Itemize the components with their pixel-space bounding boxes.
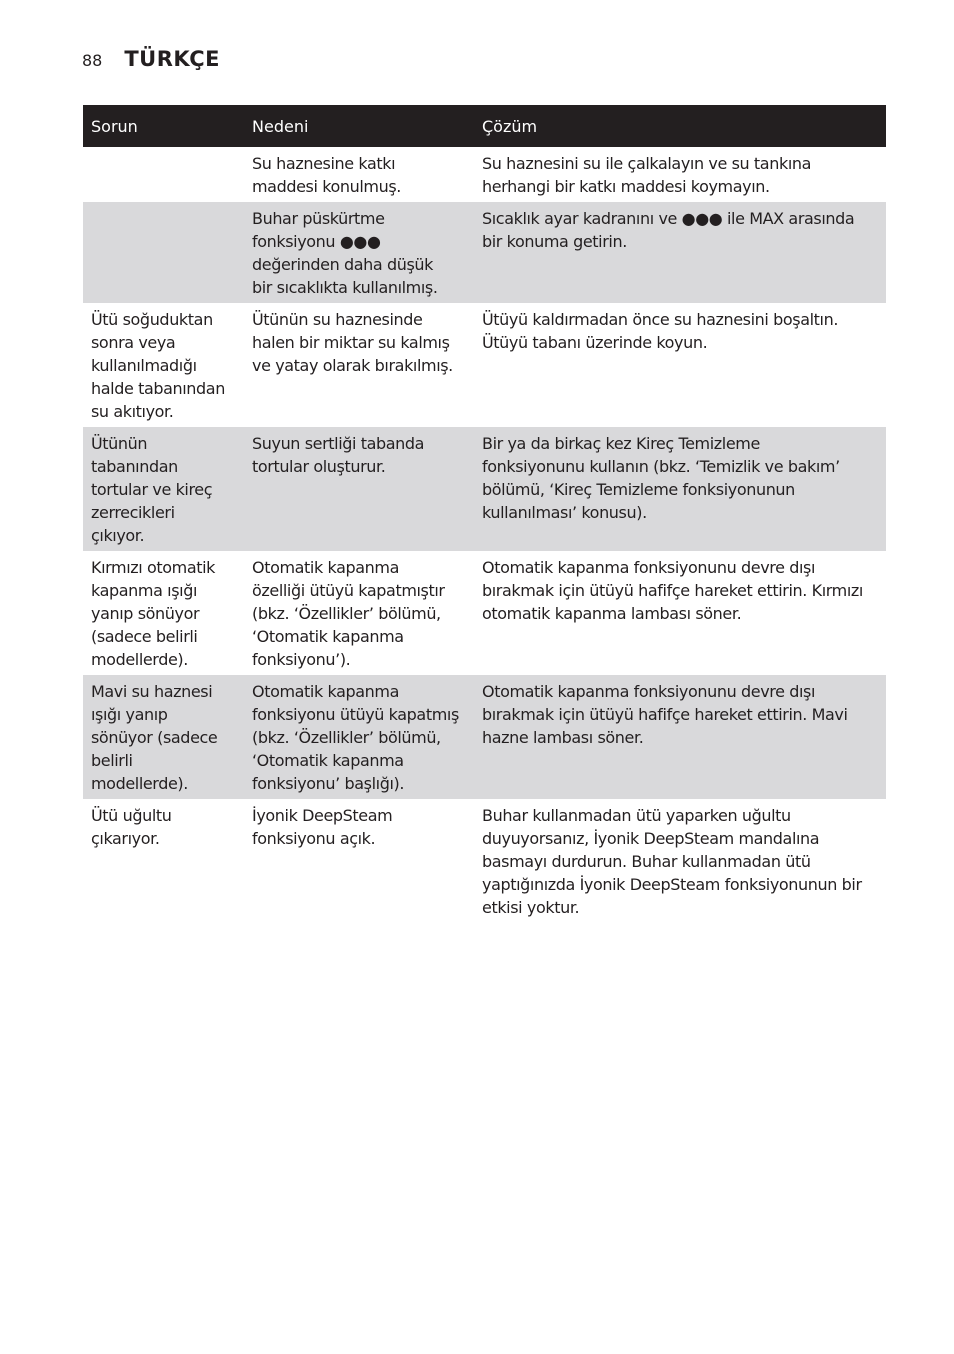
cause-text: Otomatik kapanma fonksiyonu ütüyü kapatmış (bkz. ‘Özellikler’ bölümü, ‘Otomatik kapanma fonksiyonu’ başlığı).	[252, 682, 459, 793]
solution-cell	[474, 675, 886, 799]
cause-cell	[244, 675, 474, 799]
page-header	[82, 47, 220, 71]
solution-cell	[474, 303, 886, 427]
table-row	[83, 303, 886, 427]
problem-cell	[83, 427, 244, 551]
solution-cell	[474, 799, 886, 923]
cause-cell	[244, 303, 474, 427]
cause-cell	[244, 147, 474, 202]
solution-cell	[474, 551, 886, 675]
solution-text: Otomatik kapanma fonksiyonunu devre dışı bırakmak için ütüyü hafifçe hareket ettirin. Kırmızı otomatik kapanma lambası söner.	[482, 558, 863, 623]
column-header-solution: Çözüm	[474, 105, 886, 147]
problem-text: Ütü soğuduktan sonra veya kullanılmadığı halde tabanından su akıtıyor.	[91, 310, 225, 421]
solution-cell	[474, 427, 886, 551]
cause-text: Otomatik kapanma özelliği ütüyü kapatmıştır (bkz. ‘Özellikler’ bölümü, ‘Otomatik kapanma fonksiyonu’).	[252, 558, 445, 669]
troubleshooting-table	[83, 105, 886, 923]
page-number: 88	[82, 51, 103, 70]
cause-text: Su haznesine katkı maddesi konulmuş.	[252, 154, 401, 196]
cause-text: İyonik DeepSteam fonksiyonu açık.	[252, 806, 393, 848]
cause-cell	[244, 427, 474, 551]
cause-text: Buhar püskürtme fonksiyonu ●●● değerinden daha düşük bir sıcaklıkta kullanılmış.	[252, 209, 438, 297]
cause-cell	[244, 202, 474, 303]
solution-text: Sıcaklık ayar kadranını ve ●●● ile MAX arasında bir konuma getirin.	[482, 209, 855, 251]
solution-text: Bir ya da birkaç kez Kireç Temizleme fonksiyonunu kullanın (bkz. ‘Temizlik ve bakım’ bölümü, ‘Kireç Temizleme fonksiyonunun kullanılması’ konusu).	[482, 434, 840, 522]
solution-text: Otomatik kapanma fonksiyonunu devre dışı bırakmak için ütüyü hafifçe hareket ettirin. Mavi hazne lambası söner.	[482, 682, 848, 747]
problem-text: Ütü uğultu çıkarıyor.	[91, 806, 172, 848]
column-header-problem: Sorun	[83, 105, 244, 147]
problem-cell	[83, 799, 244, 923]
problem-cell	[83, 303, 244, 427]
cause-text: Suyun sertliği tabanda tortular oluşturur.	[252, 434, 425, 476]
problem-text: Ütünün tabanından tortular ve kireç zerrecikleri çıkıyor.	[91, 434, 213, 545]
section-title: TÜRKÇE	[124, 47, 220, 71]
solution-cell	[474, 147, 886, 202]
solution-text: Ütüyü kaldırmadan önce su haznesini boşaltın. Ütüyü tabanı üzerinde koyun.	[482, 310, 839, 352]
solution-text: Buhar kullanmadan ütü yaparken uğultu duyuyorsanız, İyonik DeepSteam mandalına basmayı durdurun. Buhar kullanmadan ütü yaptığınızda İyonik DeepSteam fonksiyonunun bir etkisi yoktur.	[482, 806, 862, 917]
table-row	[83, 551, 886, 675]
cause-cell	[244, 799, 474, 923]
problem-text: Kırmızı otomatik kapanma ışığı yanıp sönüyor (sadece belirli modellerde).	[91, 558, 216, 669]
cause-cell	[244, 551, 474, 675]
problem-text: Mavi su haznesi ışığı yanıp sönüyor (sadece belirli modellerde).	[91, 682, 218, 793]
column-header-cause: Nedeni	[244, 105, 474, 147]
problem-cell	[83, 147, 244, 202]
problem-cell	[83, 202, 244, 303]
table-header-row	[83, 105, 886, 147]
table-row	[83, 147, 886, 202]
problem-cell	[83, 551, 244, 675]
solution-text: Su haznesini su ile çalkalayın ve su tankına herhangi bir katkı maddesi koymayın.	[482, 154, 812, 196]
table-row	[83, 799, 886, 923]
solution-cell	[474, 202, 886, 303]
table-row	[83, 202, 886, 303]
table-row	[83, 427, 886, 551]
problem-cell	[83, 675, 244, 799]
table-row	[83, 675, 886, 799]
cause-text: Ütünün su haznesinde halen bir miktar su kalmış ve yatay olarak bırakılmış.	[252, 310, 453, 375]
